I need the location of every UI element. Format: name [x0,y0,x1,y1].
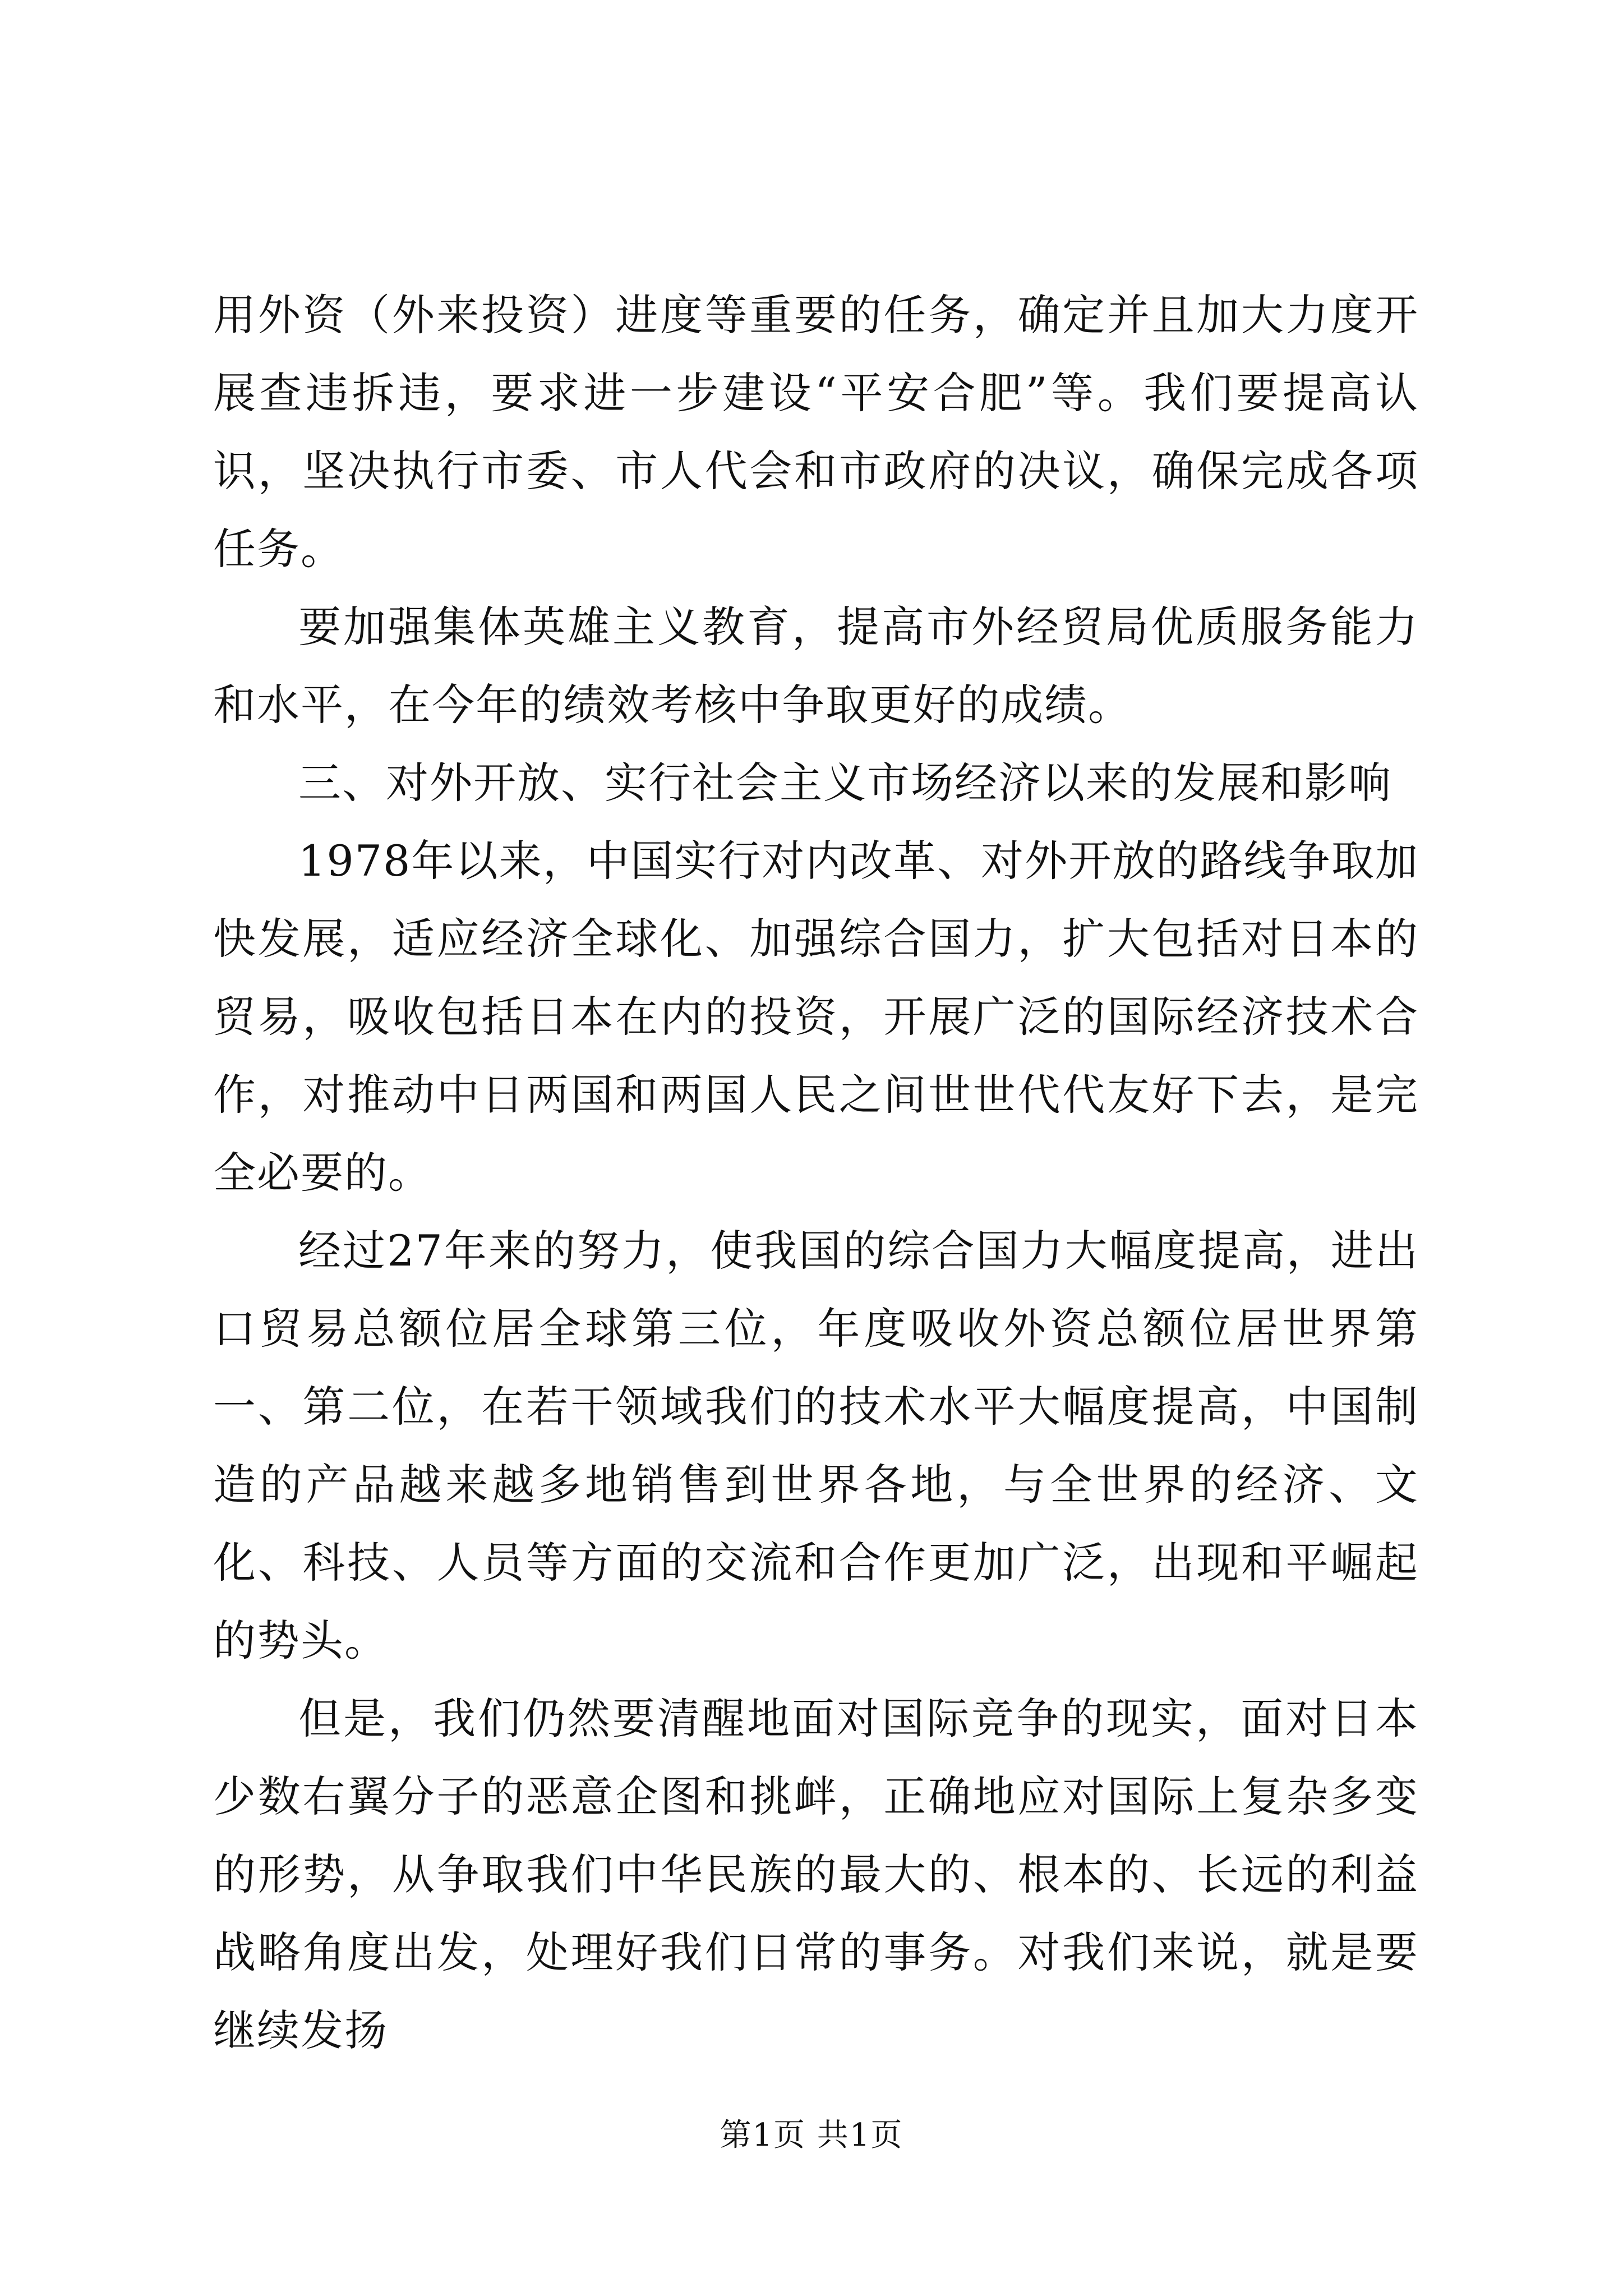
paragraph-however: 但是，我们仍然要清醒地面对国际竞争的现实，面对日本少数右翼分子的恶意企图和挑衅，正确地应对国际上复杂多变的形势，从争取我们中华民族的最大的、根本的、长远的利益战略角度出发，处理好我们日常的事务。对我们来说，就是要继续发扬 [213,1694,1419,2055]
page-number-footer: 第1页 共1页 [720,2117,903,2154]
paragraph-27-years: 经过27年来的努力，使我国的综合国力大幅度提高，进出口贸易总额位居全球第三位，年度吸收外资总额位居世界第一、第二位，在若干领域我们的技术水平大幅度提高，中国制造的产品越来越多地销售到世界各地，与全世界的经济、文化、科技、人员等方面的交流和合作更加广泛，出现和平崛起的势头。 [213,1226,1419,1665]
document-body [213,276,1419,2069]
section-heading: 三、对外开放、实行社会主义市场经济以来的发展和影响 [298,758,1392,808]
paragraph-continuation: 用外资（外来投资）进度等重要的任务，确定并且加大力度开展查违拆违，要求进一步建设“平安合肥”等。我们要提高认识，坚决执行市委、市人代会和市政府的决议，确保完成各项任务。 [213,290,1419,574]
paragraph-since-1978: 1978年以来，中国实行对内改革、对外开放的路线争取加快发展，适应经济全球化、加强综合国力，扩大包括对日本的贸易，吸收包括日本在内的投资，开展广泛的国际经济技术合作，对推动中日两国和两国人民之间世世代代友好下去，是完全必要的。 [213,836,1419,1198]
paragraph-education: 要加强集体英雄主义教育，提高市外经贸局优质服务能力和水平，在今年的绩效考核中争取更好的成绩。 [213,602,1419,730]
